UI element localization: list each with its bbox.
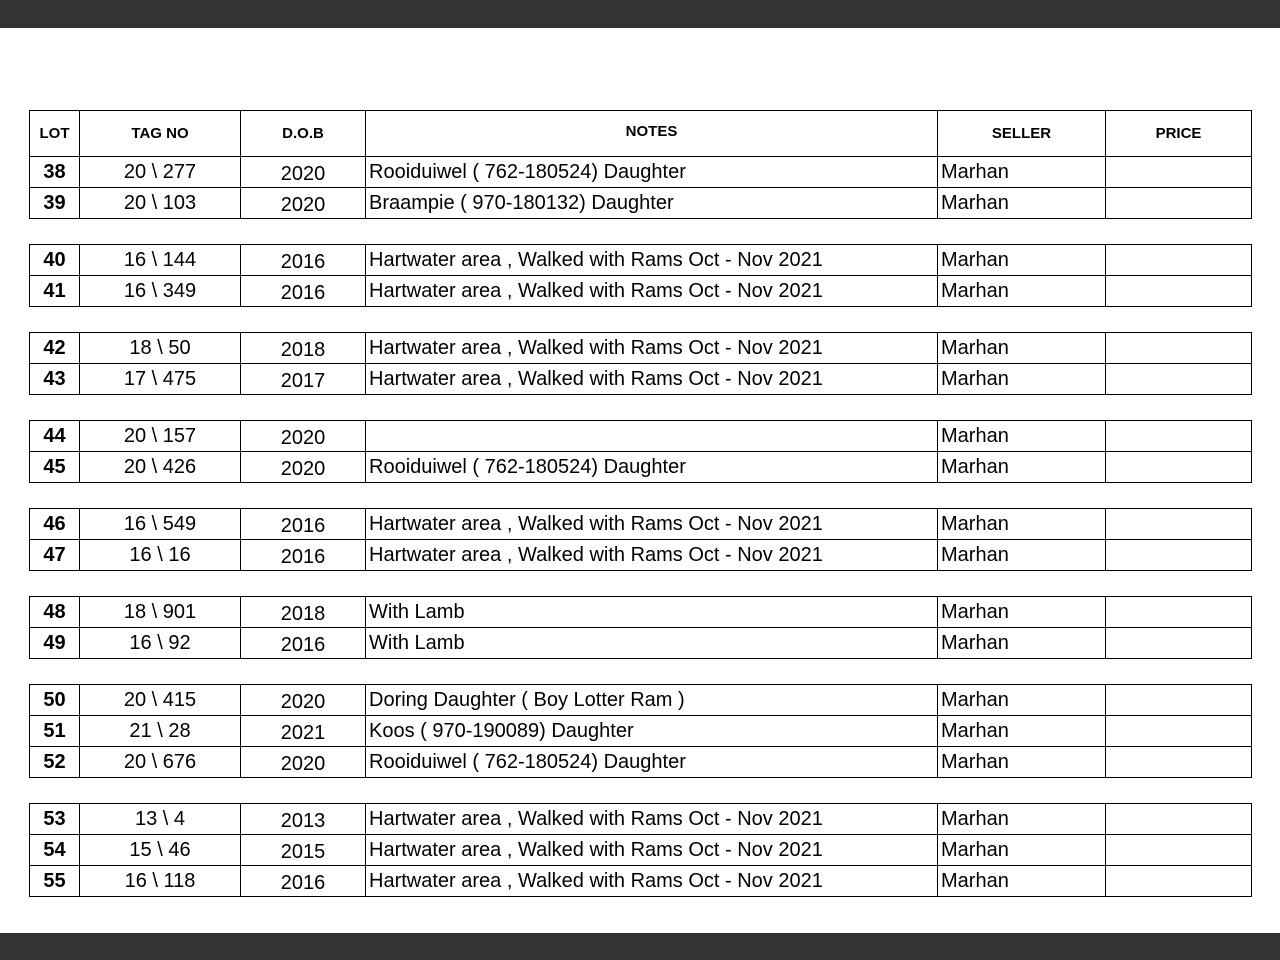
lot-cell: 45	[30, 452, 80, 483]
tag-no-cell: 20 \ 676	[80, 747, 241, 778]
seller-cell: Marhan	[938, 835, 1106, 866]
tag-no-cell: 17 \ 475	[80, 364, 241, 395]
tag-no-cell: 15 \ 46	[80, 835, 241, 866]
price-cell	[1106, 866, 1252, 897]
header-price: PRICE	[1106, 111, 1252, 157]
header-notes: NOTES	[366, 111, 938, 157]
group-spacer	[30, 219, 1252, 245]
lot-cell: 46	[30, 509, 80, 540]
table-row	[30, 421, 1252, 452]
seller-cell: Marhan	[938, 276, 1106, 307]
dob-cell: 2016	[241, 866, 366, 897]
table-row	[30, 540, 1252, 571]
price-cell	[1106, 333, 1252, 364]
lot-table-body	[30, 157, 1252, 897]
header-dob: D.O.B	[241, 111, 366, 157]
seller-cell: Marhan	[938, 747, 1106, 778]
lot-cell: 49	[30, 628, 80, 659]
dob-cell: 2018	[241, 333, 366, 364]
price-cell	[1106, 364, 1252, 395]
tag-no-cell: 16 \ 349	[80, 276, 241, 307]
seller-cell: Marhan	[938, 509, 1106, 540]
notes-cell: Hartwater area , Walked with Rams Oct - Nov 2021	[366, 804, 938, 835]
group-spacer	[30, 571, 1252, 597]
seller-cell: Marhan	[938, 866, 1106, 897]
table-row	[30, 452, 1252, 483]
price-cell	[1106, 188, 1252, 219]
price-cell	[1106, 509, 1252, 540]
group-spacer-cell	[30, 778, 1252, 804]
tag-no-cell: 20 \ 426	[80, 452, 241, 483]
notes-cell: Hartwater area , Walked with Rams Oct - Nov 2021	[366, 835, 938, 866]
table-row	[30, 364, 1252, 395]
seller-cell: Marhan	[938, 157, 1106, 188]
group-spacer-cell	[30, 395, 1252, 421]
dob-cell: 2016	[241, 276, 366, 307]
table-row	[30, 276, 1252, 307]
notes-cell: Rooiduiwel ( 762-180524) Daughter	[366, 157, 938, 188]
lot-cell: 41	[30, 276, 80, 307]
dob-cell: 2016	[241, 540, 366, 571]
top-dark-bar	[0, 0, 1280, 28]
lot-cell: 40	[30, 245, 80, 276]
notes-cell: Koos ( 970-190089) Daughter	[366, 716, 938, 747]
table-row	[30, 716, 1252, 747]
seller-cell: Marhan	[938, 364, 1106, 395]
header-row	[30, 111, 1252, 157]
tag-no-cell: 20 \ 103	[80, 188, 241, 219]
lot-cell: 42	[30, 333, 80, 364]
lot-cell: 52	[30, 747, 80, 778]
notes-cell: With Lamb	[366, 628, 938, 659]
header-tag-no: TAG NO	[80, 111, 241, 157]
price-cell	[1106, 747, 1252, 778]
seller-cell: Marhan	[938, 333, 1106, 364]
group-spacer	[30, 659, 1252, 685]
group-spacer	[30, 395, 1252, 421]
notes-cell: Braampie ( 970-180132) Daughter	[366, 188, 938, 219]
lot-table	[29, 110, 1252, 897]
price-cell	[1106, 421, 1252, 452]
lot-cell: 47	[30, 540, 80, 571]
dob-cell: 2017	[241, 364, 366, 395]
lot-cell: 43	[30, 364, 80, 395]
lot-cell: 51	[30, 716, 80, 747]
dob-cell: 2020	[241, 452, 366, 483]
group-spacer	[30, 307, 1252, 333]
lot-cell: 54	[30, 835, 80, 866]
lot-cell: 39	[30, 188, 80, 219]
notes-cell: Hartwater area , Walked with Rams Oct - Nov 2021	[366, 540, 938, 571]
auction-lot-sheet	[29, 110, 1251, 897]
tag-no-cell: 16 \ 549	[80, 509, 241, 540]
tag-no-cell: 13 \ 4	[80, 804, 241, 835]
table-row	[30, 866, 1252, 897]
lot-cell: 50	[30, 685, 80, 716]
header-seller: SELLER	[938, 111, 1106, 157]
tag-no-cell: 16 \ 118	[80, 866, 241, 897]
seller-cell: Marhan	[938, 421, 1106, 452]
price-cell	[1106, 540, 1252, 571]
price-cell	[1106, 597, 1252, 628]
lot-cell: 48	[30, 597, 80, 628]
seller-cell: Marhan	[938, 628, 1106, 659]
price-cell	[1106, 452, 1252, 483]
seller-cell: Marhan	[938, 452, 1106, 483]
tag-no-cell: 20 \ 415	[80, 685, 241, 716]
notes-cell: Hartwater area , Walked with Rams Oct - Nov 2021	[366, 276, 938, 307]
seller-cell: Marhan	[938, 685, 1106, 716]
lot-cell: 44	[30, 421, 80, 452]
dob-cell: 2020	[241, 421, 366, 452]
lot-cell: 55	[30, 866, 80, 897]
table-row	[30, 597, 1252, 628]
price-cell	[1106, 245, 1252, 276]
lot-cell: 38	[30, 157, 80, 188]
price-cell	[1106, 685, 1252, 716]
table-row	[30, 188, 1252, 219]
table-row	[30, 245, 1252, 276]
tag-no-cell: 18 \ 901	[80, 597, 241, 628]
price-cell	[1106, 804, 1252, 835]
notes-cell: Hartwater area , Walked with Rams Oct - Nov 2021	[366, 509, 938, 540]
group-spacer-cell	[30, 659, 1252, 685]
notes-cell: With Lamb	[366, 597, 938, 628]
price-cell	[1106, 716, 1252, 747]
tag-no-cell: 21 \ 28	[80, 716, 241, 747]
price-cell	[1106, 628, 1252, 659]
dob-cell: 2016	[241, 245, 366, 276]
notes-cell: Hartwater area , Walked with Rams Oct - Nov 2021	[366, 333, 938, 364]
table-row	[30, 509, 1252, 540]
price-cell	[1106, 157, 1252, 188]
group-spacer	[30, 778, 1252, 804]
seller-cell: Marhan	[938, 188, 1106, 219]
dob-cell: 2016	[241, 509, 366, 540]
price-cell	[1106, 276, 1252, 307]
group-spacer-cell	[30, 571, 1252, 597]
tag-no-cell: 16 \ 16	[80, 540, 241, 571]
notes-cell: Rooiduiwel ( 762-180524) Daughter	[366, 747, 938, 778]
seller-cell: Marhan	[938, 804, 1106, 835]
notes-cell: Hartwater area , Walked with Rams Oct - Nov 2021	[366, 245, 938, 276]
tag-no-cell: 18 \ 50	[80, 333, 241, 364]
group-spacer	[30, 483, 1252, 509]
group-spacer-cell	[30, 219, 1252, 245]
dob-cell: 2020	[241, 685, 366, 716]
table-row	[30, 747, 1252, 778]
notes-cell: Rooiduiwel ( 762-180524) Daughter	[366, 452, 938, 483]
notes-cell: Doring Daughter ( Boy Lotter Ram )	[366, 685, 938, 716]
dob-cell: 2013	[241, 804, 366, 835]
price-cell	[1106, 835, 1252, 866]
seller-cell: Marhan	[938, 716, 1106, 747]
dob-cell: 2020	[241, 188, 366, 219]
dob-cell: 2021	[241, 716, 366, 747]
table-row	[30, 804, 1252, 835]
tag-no-cell: 16 \ 92	[80, 628, 241, 659]
seller-cell: Marhan	[938, 540, 1106, 571]
table-row	[30, 157, 1252, 188]
dob-cell: 2020	[241, 747, 366, 778]
notes-cell: Hartwater area , Walked with Rams Oct - Nov 2021	[366, 364, 938, 395]
tag-no-cell: 20 \ 157	[80, 421, 241, 452]
dob-cell: 2015	[241, 835, 366, 866]
header-lot: LOT	[30, 111, 80, 157]
group-spacer-cell	[30, 483, 1252, 509]
dob-cell: 2020	[241, 157, 366, 188]
table-row	[30, 333, 1252, 364]
tag-no-cell: 20 \ 277	[80, 157, 241, 188]
notes-cell: Hartwater area , Walked with Rams Oct - Nov 2021	[366, 866, 938, 897]
dob-cell: 2016	[241, 628, 366, 659]
notes-cell	[366, 421, 938, 452]
seller-cell: Marhan	[938, 245, 1106, 276]
table-row	[30, 835, 1252, 866]
table-row	[30, 685, 1252, 716]
bottom-dark-bar	[0, 933, 1280, 960]
table-row	[30, 628, 1252, 659]
dob-cell: 2018	[241, 597, 366, 628]
seller-cell: Marhan	[938, 597, 1106, 628]
group-spacer-cell	[30, 307, 1252, 333]
tag-no-cell: 16 \ 144	[80, 245, 241, 276]
lot-cell: 53	[30, 804, 80, 835]
